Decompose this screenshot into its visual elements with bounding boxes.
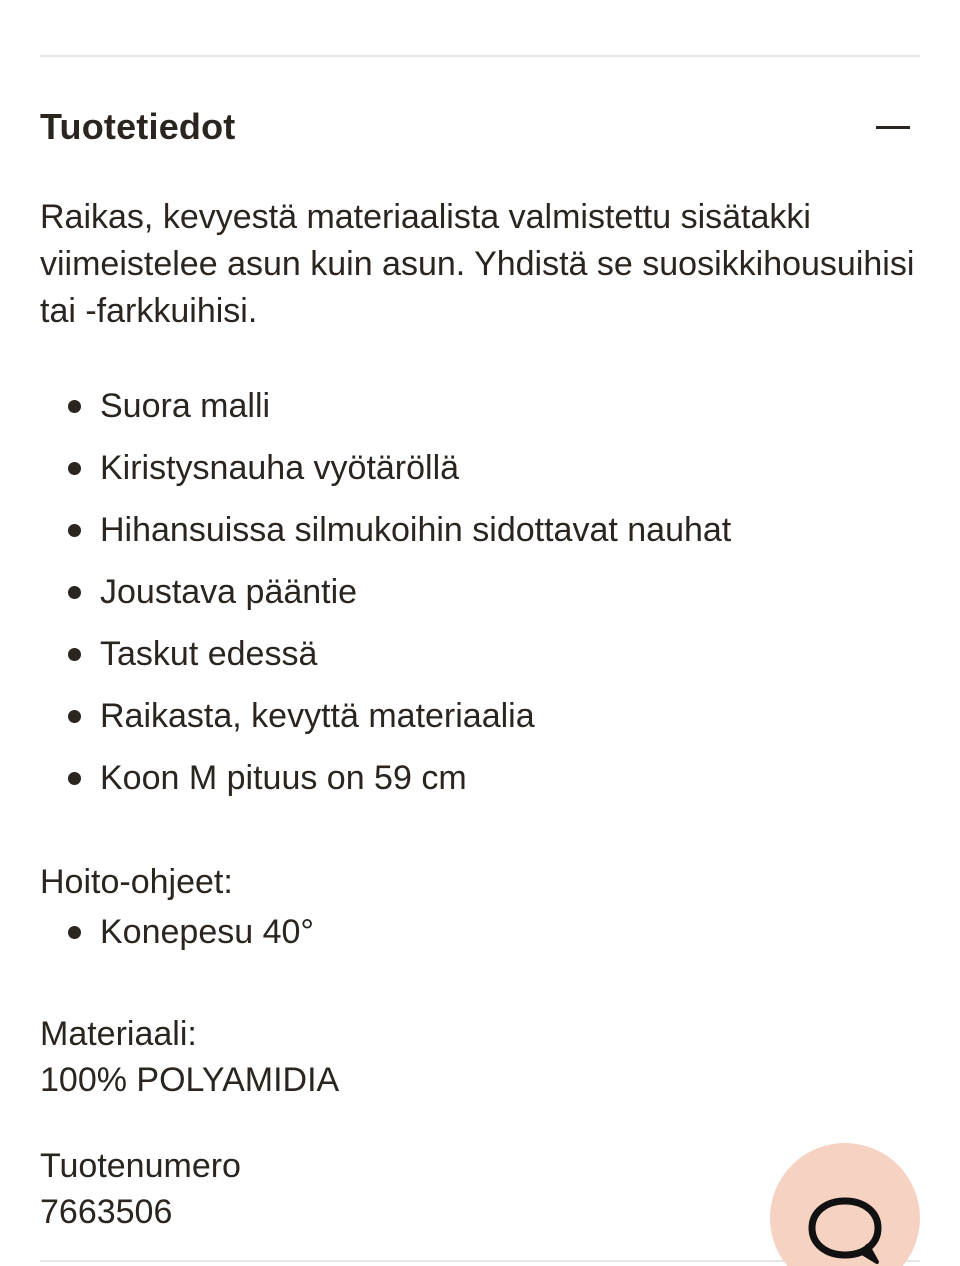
care-item: Konepesu 40° xyxy=(40,907,920,957)
product-number-value: 7663506 xyxy=(40,1193,173,1231)
feature-item: Koon M pituus on 59 cm xyxy=(40,747,920,809)
product-number-label: Tuotenumero xyxy=(40,1147,241,1185)
material-block xyxy=(40,1011,920,1103)
product-description: Raikas, kevyestä materiaalista valmistettu sisätakki viimeistelee asun kuin asun. Yhdistä se suosikkihousuihisi tai -farkkuihisi. xyxy=(40,198,915,330)
care-instructions-label: Hoito-ohjeet: xyxy=(40,863,233,901)
feature-item: Taskut edessä xyxy=(40,623,920,685)
chat-bubble-icon xyxy=(807,1196,883,1266)
feature-list xyxy=(40,375,920,809)
section-title: Tuotetiedot xyxy=(40,106,236,147)
material-value: 100% POLYAMIDIA xyxy=(40,1061,340,1099)
minus-icon[interactable] xyxy=(870,107,910,147)
feature-item: Kiristysnauha vyötäröllä xyxy=(40,437,920,499)
care-instructions-list xyxy=(40,907,920,957)
feature-item: Raikasta, kevyttä materiaalia xyxy=(40,685,920,747)
material-label: Materiaali: xyxy=(40,1015,197,1053)
product-details-accordion-header[interactable] xyxy=(40,96,920,158)
feature-item: Suora malli xyxy=(40,375,920,437)
product-details-content xyxy=(40,194,920,1235)
feature-item: Hihansuissa silmukoihin sidottavat nauhat xyxy=(40,499,920,561)
top-divider xyxy=(40,55,920,57)
feature-item: Joustava pääntie xyxy=(40,561,920,623)
